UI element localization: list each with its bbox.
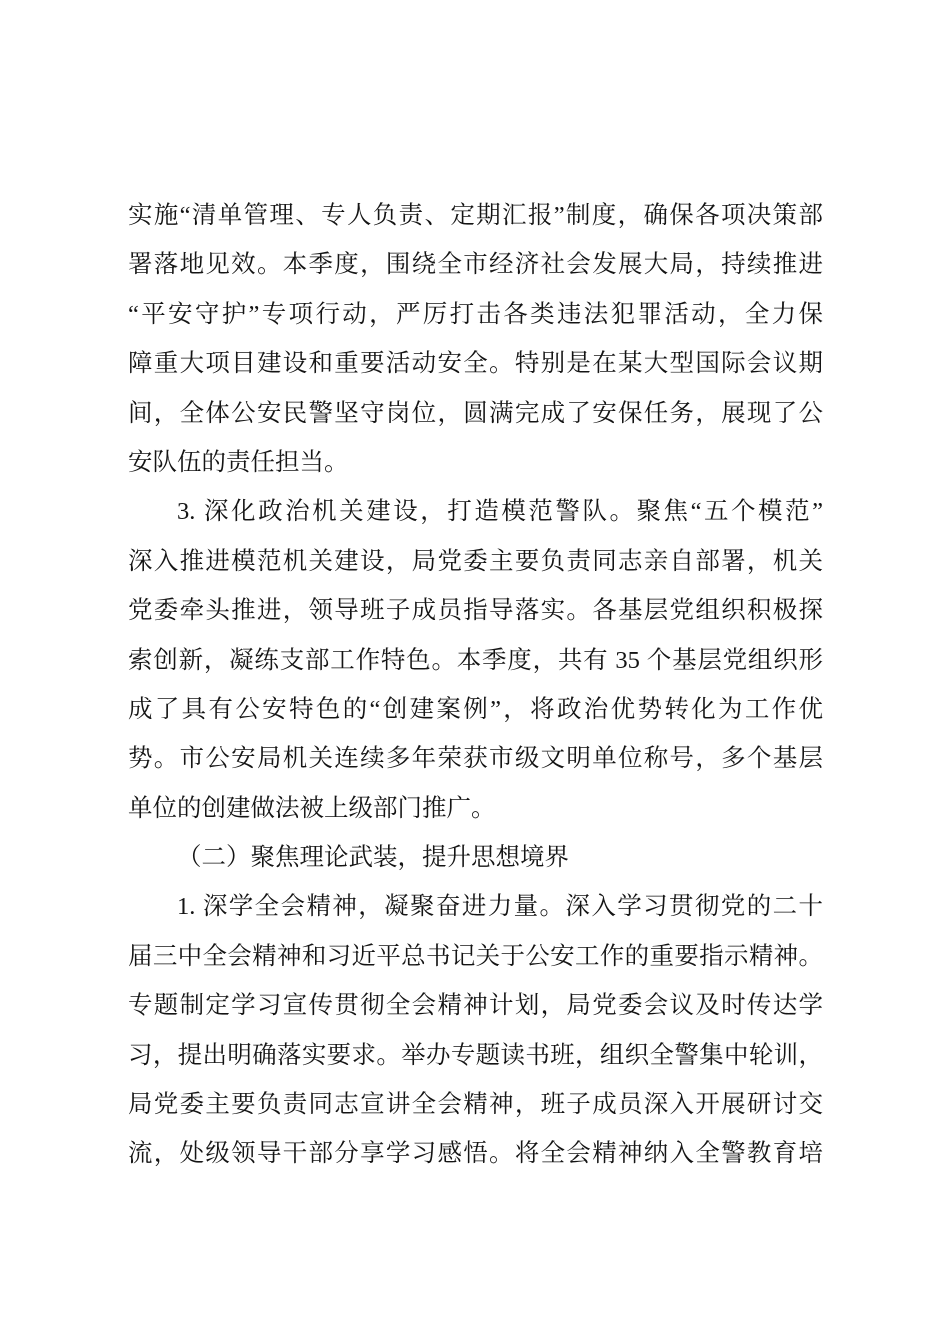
doc-line: 成了具有公安特色的“创建案例”，将政治优势转化为工作优	[128, 695, 823, 723]
doc-line: 局党委主要负责同志宣讲全会精神，班子成员深入开展研讨交	[128, 1091, 823, 1119]
doc-line: 流，处级领导干部分享学习感悟。将全会精神纳入全警教育培	[128, 1140, 823, 1168]
doc-line: 署落地见效。本季度，围绕全市经济社会发展大局，持续推进	[128, 251, 823, 279]
doc-line: 势。市公安局机关连续多年荣获市级文明单位称号，多个基层	[128, 745, 823, 773]
doc-line: “平安守护”专项行动，严厉打击各类违法犯罪活动，全力保	[128, 300, 823, 328]
doc-heading-line: （二）聚焦理论武装，提升思想境界	[177, 844, 569, 872]
paragraph-item-3	[128, 487, 823, 833]
subsection-heading-2	[128, 833, 823, 882]
doc-line: 深入推进模范机关建设，局党委主要负责同志亲自部署，机关	[128, 547, 823, 575]
doc-line: 3. 深化政治机关建设，打造模范警队。聚焦“五个模范”	[177, 498, 823, 526]
doc-line: 1. 深学全会精神，凝聚奋进力量。深入学习贯彻党的二十	[177, 893, 823, 921]
doc-line: 索创新，凝练支部工作特色。本季度，共有 35 个基层党组织形	[128, 646, 823, 674]
doc-line: 实施“清单管理、专人负责、定期汇报”制度，确保各项决策部	[128, 202, 823, 229]
document-body	[128, 191, 823, 1179]
doc-line: 专题制定学习宣传贯彻全会精神计划，局党委会议及时传达学	[128, 992, 823, 1020]
doc-line: 习，提出明确落实要求。举办专题读书班，组织全警集中轮训，	[128, 1041, 823, 1069]
doc-line: 届三中全会精神和习近平总书记关于公安工作的重要指示精神。	[128, 942, 823, 970]
paragraph-item-1	[128, 882, 823, 1178]
doc-line: 安队伍的责任担当。	[128, 448, 349, 476]
doc-line: 单位的创建做法被上级部门推广。	[128, 794, 496, 822]
doc-line: 党委牵头推进，领导班子成员指导落实。各基层党组织积极探	[128, 597, 823, 625]
doc-line: 障重大项目建设和重要活动安全。特别是在某大型国际会议期	[128, 350, 823, 378]
doc-line: 间，全体公安民警坚守岗位，圆满完成了安保任务，展现了公	[128, 399, 823, 427]
paragraph-body-continuation	[128, 191, 823, 487]
